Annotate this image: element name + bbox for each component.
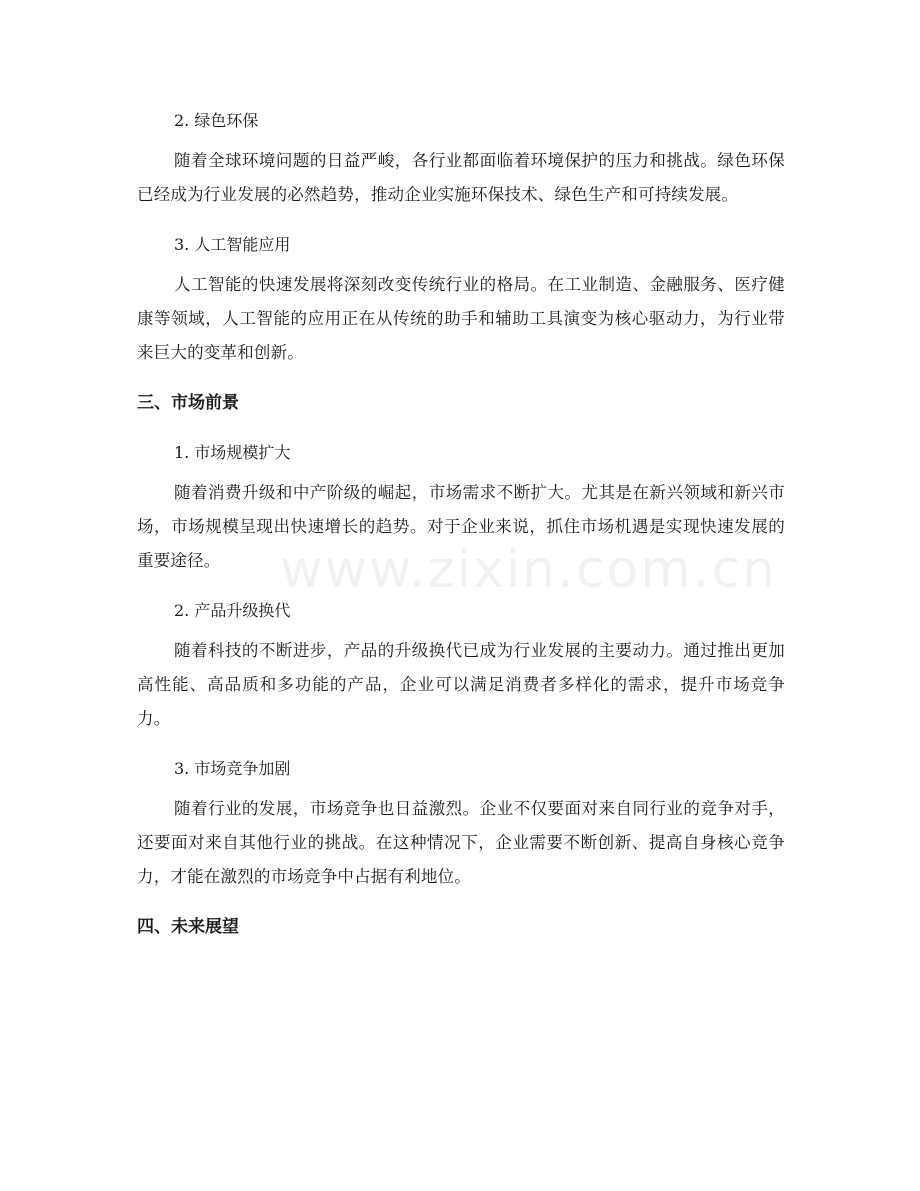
subheading-market-competition: 3. 市场竞争加剧 (174, 759, 291, 778)
subheading-green-environment: 2. 绿色环保 (174, 111, 259, 130)
paragraph-market-competition: 随着行业的发展，市场竞争也日益激烈。企业不仅要面对来自同行业的竞争对手，还要面对来自其他行业的挑战。在这种情况下，企业需要不断创新、提高自身核心竞争力，才能在激烈的市场竞争中占据有利地位。 (137, 799, 785, 886)
subheading-market-scale: 1. 市场规模扩大 (174, 443, 291, 462)
subheading-ai-application: 3. 人工智能应用 (174, 235, 291, 254)
paragraph-ai-application: 人工智能的快速发展将深刻改变传统行业的格局。在工业制造、金融服务、医疗健康等领域，人工智能的应用正在从传统的助手和辅助工具演变为核心驱动力，为行业带来巨大的变革和创新。 (137, 275, 785, 362)
paragraph-green-environment: 随着全球环境问题的日益严峻，各行业都面临着环境保护的压力和挑战。绿色环保已经成为行业发展的必然趋势，推动企业实施环保技术、绿色生产和可持续发展。 (137, 151, 785, 204)
subheading-product-upgrade: 2. 产品升级换代 (174, 601, 291, 620)
section-heading-market-outlook: 三、市场前景 (137, 393, 239, 413)
paragraph-market-scale: 随着消费升级和中产阶级的崛起，市场需求不断扩大。尤其是在新兴领域和新兴市场，市场规模呈现出快速增长的趋势。对于企业来说，抓住市场机遇是实现快速发展的重要途径。 (137, 483, 785, 570)
document-body (137, 102, 785, 958)
paragraph-product-upgrade: 随着科技的不断进步，产品的升级换代已成为行业发展的主要动力。通过推出更加高性能、高品质和多功能的产品，企业可以满足消费者多样化的需求，提升市场竞争力。 (137, 641, 785, 728)
watermark: www.zixin.com.cn (280, 540, 777, 600)
section-heading-future-outlook: 四、未来展望 (137, 917, 239, 937)
